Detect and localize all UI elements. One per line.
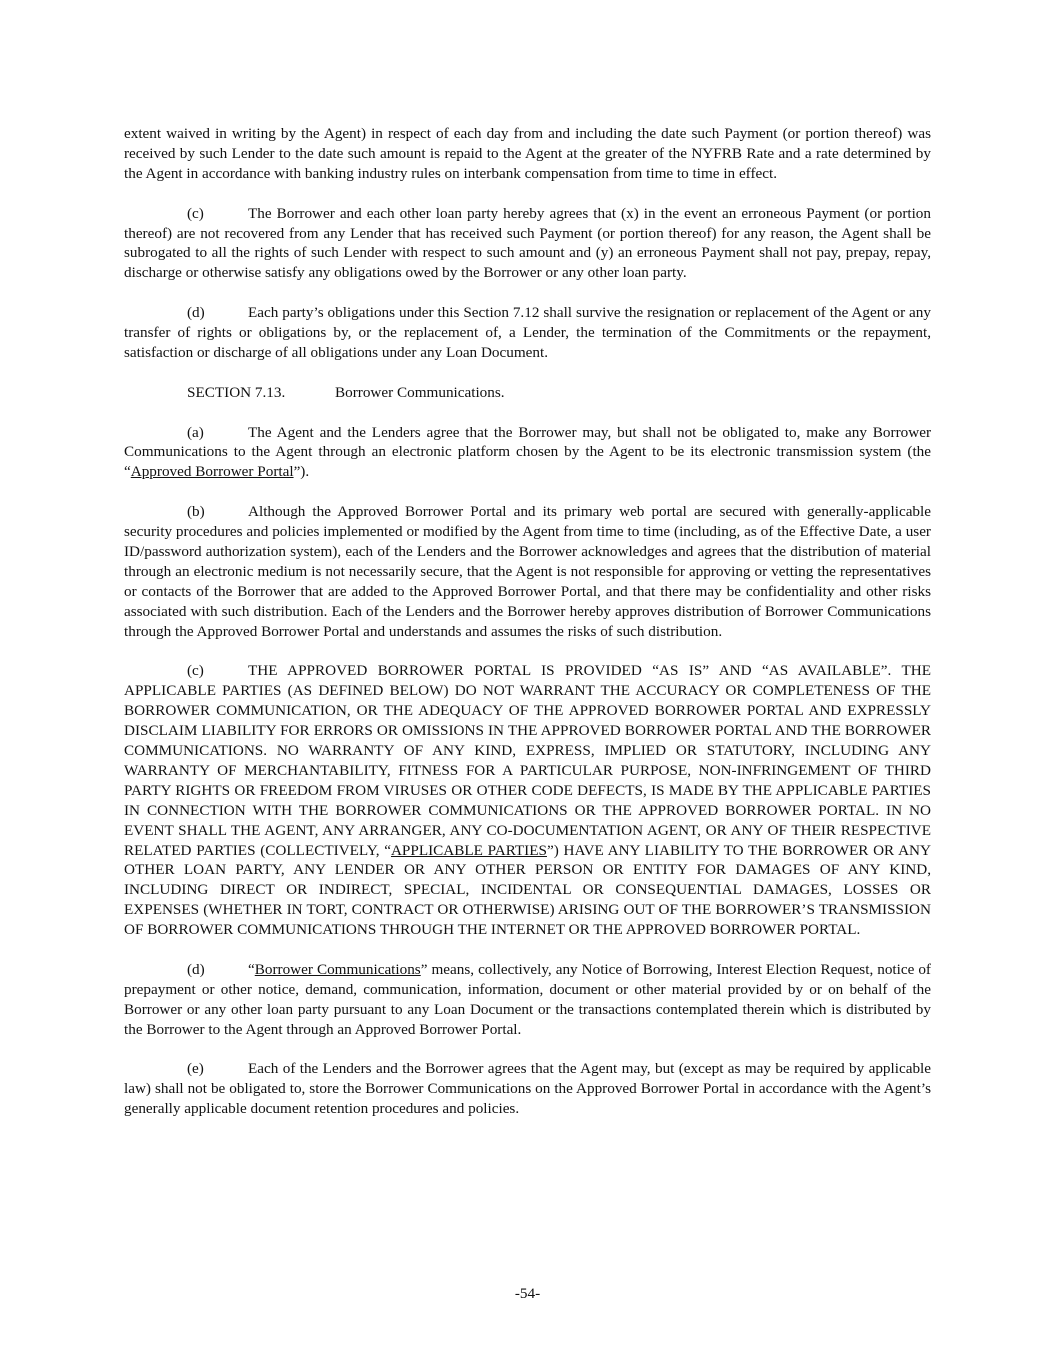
paragraph-b-security (124, 502, 931, 641)
page-number: -54- (514, 1285, 541, 1302)
section-heading (124, 383, 931, 403)
paragraph-text: ” means, collectively, any Notice of Borrowing, Interest Election Request, notice of prepayment or other notice, demand, communication, information, document or other material provided by or on behalf of the Borrower or any other loan party pursuant to any Loan Document or the transactions contemplated therein which is distributed by the Borrower to the Agent through an Approved Borrower Portal. (124, 960, 931, 1038)
paragraph-a-portal (124, 423, 931, 483)
paragraph-label: (d) (187, 304, 205, 322)
document-page (124, 124, 931, 1139)
paragraph-c-disclaimer (124, 661, 931, 940)
paragraph-label: (c) (187, 204, 204, 222)
paragraph-label: (a) (187, 423, 204, 441)
paragraph-text: ”). (293, 463, 310, 481)
paragraph-label: (d) (187, 960, 205, 978)
paragraph-label: (b) (187, 503, 205, 521)
paragraph-text: Each party’s obligations under this Section 7.12 shall survive the resignation or replacement of the Agent or any transfer of rights or obligations by, or the replacement of, a Lender, the termination of the Commitments or the repayment, satisfaction or discharge of all obligations under any Loan Document. (124, 304, 931, 361)
defined-term: Borrower Communications (254, 960, 421, 978)
section-title: Borrower Communications. (335, 383, 505, 401)
paragraph-text: “ (248, 960, 255, 978)
paragraph-text: Although the Approved Borrower Portal and its primary web portal are secured with generally-applicable security procedures and policies implemented or modified by the Agent from time to time (including, as of the Effective Date, a user ID/password authorization system), each of the Lenders and the Borrower acknowledges and agrees that the distribution of material through an electronic medium is not necessarily secure, that the Agent is not responsible for approving or vetting the representatives or contacts of the Borrower that are added to the Approved Borrower Portal, and that there may be confidentiality and other risks associated with such distribution. Each of the Lenders and the Borrower hereby approves distribution of Borrower Communications through the Approved Borrower Portal and understands and assumes the risks of such distribution. (124, 503, 931, 640)
paragraph-label: (e) (187, 1060, 204, 1078)
paragraph-text: THE APPROVED BORROWER PORTAL IS PROVIDED “AS IS” AND “AS AVAILABLE”. THE APPLICABLE PARTIES (AS DEFINED BELOW) DO NOT WARRANT THE ACCURACY OR COMPLETENESS OF THE BORROWER COMMUNICATION, OR THE ADEQUACY OF THE APPROVED BORROWER PORTAL AND EXPRESSLY DISCLAIM LIABILITY FOR ERRORS OR OMISSIONS IN THE APPROVED BORROWER PORTAL AND THE BORROWER COMMUNICATIONS. NO WARRANTY OF ANY KIND, EXPRESS, IMPLIED OR STATUTORY, INCLUDING ANY WARRANTY OF MERCHANTABILITY, FITNESS FOR A PARTICULAR PURPOSE, NON-INFRINGEMENT OF THIRD PARTY RIGHTS OR FREEDOM FROM VIRUSES OR OTHER CODE DEFECTS, IS MADE BY THE APPLICABLE PARTIES IN CONNECTION WITH THE BORROWER COMMUNICATIONS OR THE APPROVED BORROWER PORTAL. IN NO EVENT SHALL THE AGENT, ANY ARRANGER, ANY CO-DOCUMENTATION AGENT, OR ANY OF THEIR RESPECTIVE RELATED PARTIES (COLLECTIVELY, “ (124, 662, 931, 859)
paragraph-d-definition (124, 960, 931, 1040)
paragraph-text: ”) HAVE ANY LIABILITY TO THE BORROWER OR ANY OTHER LOAN PARTY, ANY LENDER OR ANY OTHER PERSON OR ENTITY FOR DAMAGES OF ANY KIND, INCLUDING DIRECT OR INDIRECT, SPECIAL, INCIDENTAL OR CONSEQUENTIAL DAMAGES, LOSSES OR EXPENSES (WHETHER IN TORT, CONTRACT OR OTHERWISE) ARISING OUT OF THE BORROWER’S TRANSMISSION OF BORROWER COMMUNICATIONS THROUGH THE INTERNET OR THE APPROVED BORROWER PORTAL. (124, 841, 931, 939)
defined-term: Approved Borrower Portal (130, 463, 294, 481)
paragraph-text: The Borrower and each other loan party hereby agrees that (x) in the event an erroneous Payment (or portion thereof) are not recovered from any Lender that has received such Payment (or portion thereof) for any reason, the Agent shall be subrogated to all the rights of such Lender with respect to such amount and (y) an erroneous Payment shall not pay, prepay, repay, discharge or otherwise satisfy any obligations owed by the Borrower or any other loan party. (124, 204, 931, 282)
paragraph-c-subrogation (124, 204, 931, 284)
paragraph-d-survival (124, 303, 931, 363)
paragraph-text: The Agent and the Lenders agree that the Borrower may, but shall not be obligated to, make any Borrower Communications to the Agent through an electronic platform chosen by the Agent to be its electronic transmission system (the “ (124, 423, 931, 481)
paragraph-label: (c) (187, 662, 204, 680)
defined-term: APPLICABLE PARTIES (390, 841, 547, 859)
section-number: SECTION 7.13. (187, 383, 286, 401)
paragraph-e-retention (124, 1059, 931, 1119)
paragraph-continuation: extent waived in writing by the Agent) in respect of each day from and including the date such Payment (or portion thereof) was received by such Lender to the date such amount is repaid to the Agent at the greater of the NYFRB Rate and a rate determined by the Agent in accordance with banking industry rules on interbank compensation from time to time in effect. (124, 125, 931, 182)
paragraph-text: Each of the Lenders and the Borrower agrees that the Agent may, but (except as may be required by applicable law) shall not be obligated to, store the Borrower Communications on the Approved Borrower Portal in accordance with the Agent’s generally applicable document retention procedures and policies. (124, 1060, 931, 1118)
